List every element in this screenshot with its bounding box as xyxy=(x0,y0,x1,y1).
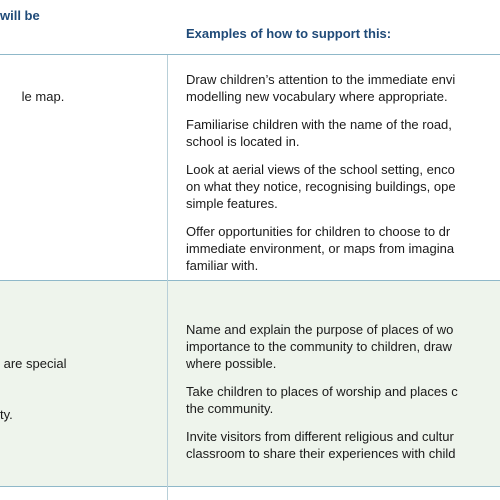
example-paragraph xyxy=(186,428,500,462)
example-paragraph xyxy=(186,321,500,372)
example-paragraph xyxy=(186,223,500,274)
example-line: on what they notice, recognising buildings, ope xyxy=(186,179,456,194)
header-right-label: Examples of how to support this: xyxy=(186,26,392,41)
table-header xyxy=(0,0,500,54)
row-right-cell xyxy=(186,71,500,285)
example-line: familiar with. xyxy=(186,258,259,273)
row-left-cell xyxy=(0,71,160,122)
row-left-text: le map. xyxy=(21,89,65,104)
example-paragraph xyxy=(186,71,500,105)
row-left-text: ty. xyxy=(0,407,13,422)
example-line: Familiarise children with the name of the road, xyxy=(186,117,452,132)
example-paragraph xyxy=(186,161,500,212)
example-line: Offer opportunities for children to choose to dr xyxy=(186,224,451,239)
header-left-label: will be xyxy=(0,8,40,23)
table-row xyxy=(0,55,500,280)
example-line: simple features. xyxy=(186,196,278,211)
example-line: school is located in. xyxy=(186,134,300,149)
example-line: immediate environment, or maps from imagina xyxy=(186,241,455,256)
column-divider xyxy=(167,55,168,500)
example-line: modelling new vocabulary where appropriate. xyxy=(186,89,448,104)
example-paragraph xyxy=(186,116,500,150)
table-row xyxy=(0,281,500,486)
example-paragraph xyxy=(186,383,500,417)
row-left-text: are special xyxy=(0,356,67,371)
example-line: Invite visitors from different religious and cultur xyxy=(186,429,454,444)
example-line: where possible. xyxy=(186,356,277,371)
example-line: importance to the community to children, draw xyxy=(186,339,452,354)
example-line: the community. xyxy=(186,401,274,416)
example-line: Draw children’s attention to the immediate envi xyxy=(186,72,456,87)
example-line: Name and explain the purpose of places of wo xyxy=(186,322,454,337)
example-line: Take children to places of worship and places c xyxy=(186,384,458,399)
table-row xyxy=(0,487,500,500)
example-line: Look at aerial views of the school setting, enco xyxy=(186,162,455,177)
example-line: classroom to share their experiences with child xyxy=(186,446,456,461)
row-left-cell xyxy=(0,321,160,457)
row-right-cell xyxy=(186,321,500,473)
